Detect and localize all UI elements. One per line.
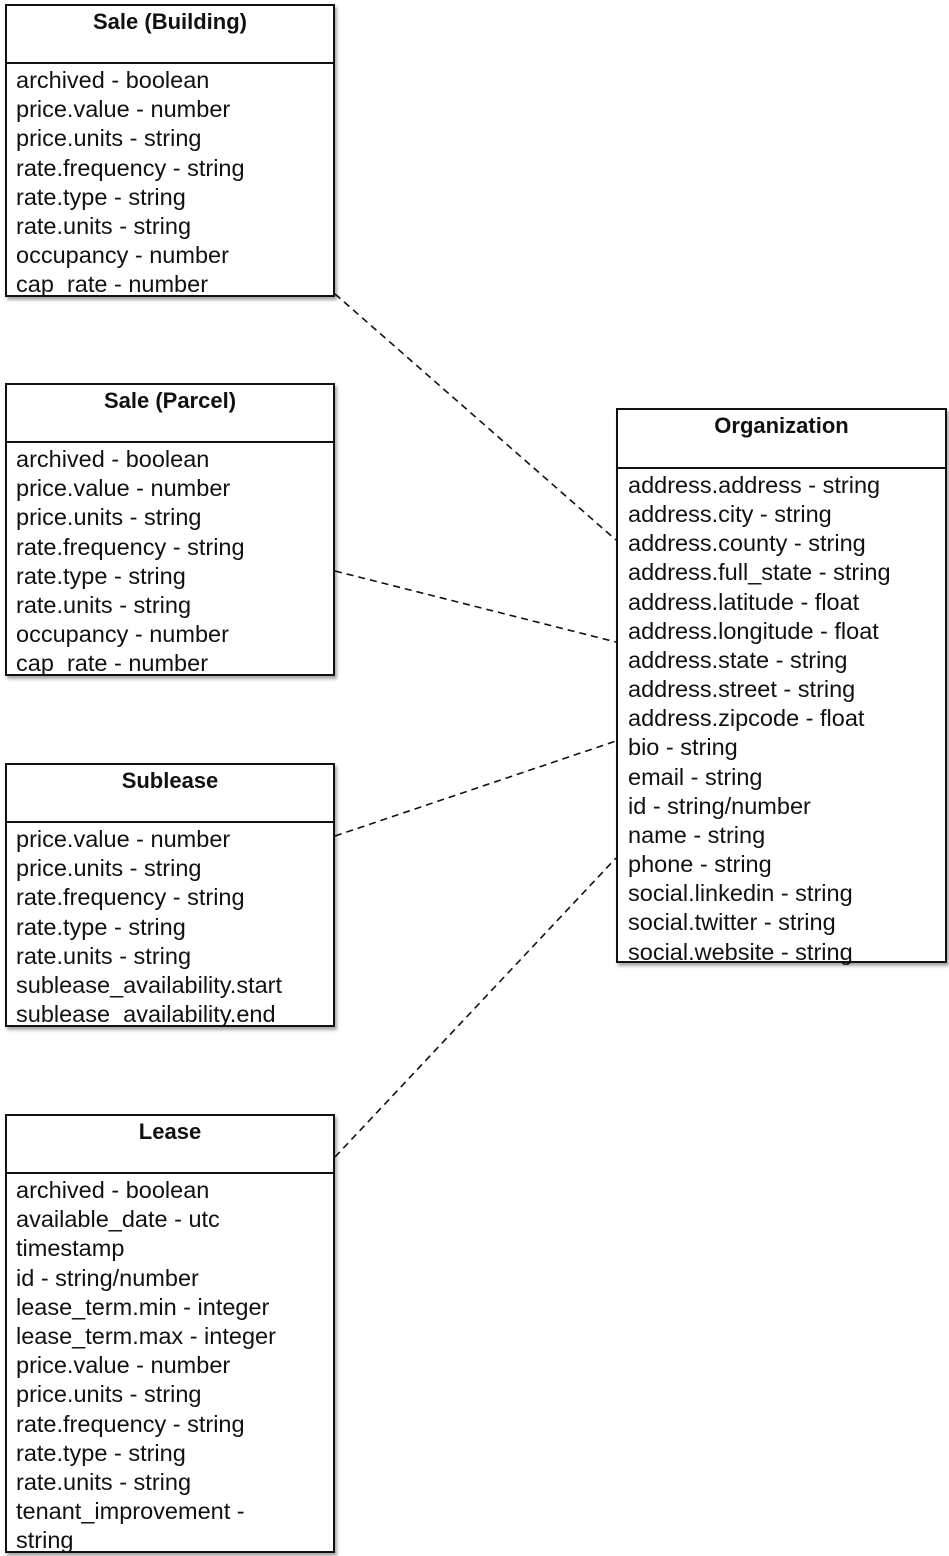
attribute-row: occupancy - number	[16, 242, 229, 269]
attribute-row: rate.units - string	[16, 942, 192, 969]
connector-lease-organization	[335, 858, 616, 1157]
attribute-row: string	[16, 1527, 74, 1554]
attribute-row: rate.units - string	[16, 1469, 192, 1496]
attribute-row: rate.type - string	[16, 913, 186, 940]
attribute-row: email - string	[628, 763, 763, 790]
attribute-row: archived - boolean	[16, 446, 210, 472]
attribute-row: social.twitter - string	[628, 909, 836, 936]
attribute-row: price.value - number	[16, 96, 231, 123]
attribute-row: social.website - string	[628, 938, 853, 965]
attribute-row: address.full_state - string	[628, 559, 891, 586]
attribute-list	[7, 64, 333, 300]
attribute-row: price.units - string	[16, 504, 202, 531]
attribute-row: rate.frequency - string	[16, 884, 245, 911]
attribute-row: rate.type - string	[16, 1439, 186, 1466]
attribute-row: rate.type - string	[16, 183, 186, 210]
attribute-list	[7, 1174, 333, 1556]
attribute-row: id - string/number	[628, 792, 811, 819]
attribute-row: address.county - string	[628, 530, 866, 557]
entity-title: Sale (Parcel)	[7, 385, 333, 443]
attribute-list	[7, 443, 333, 679]
attribute-row: rate.units - string	[16, 213, 192, 240]
attribute-row: tenant_improvement -	[16, 1498, 245, 1525]
attribute-row: available_date - utc	[16, 1206, 220, 1233]
entity-sale-building[interactable]	[5, 4, 335, 297]
attribute-row: rate.type - string	[16, 562, 186, 589]
attribute-row: cap_rate - number	[16, 650, 209, 677]
attribute-row: address.state - string	[628, 646, 848, 673]
entity-sublease[interactable]	[5, 763, 335, 1027]
attribute-row: address.latitude - float	[628, 588, 860, 615]
attribute-row: occupancy - number	[16, 621, 229, 648]
entity-title: Organization	[618, 410, 945, 469]
attribute-row: price.units - string	[16, 125, 202, 152]
connector-sale-parcel-organization	[335, 571, 616, 642]
attribute-row: address.zipcode - float	[628, 705, 865, 732]
attribute-row: address.address - string	[628, 472, 881, 498]
attribute-row: rate.units - string	[16, 592, 192, 619]
attribute-row: price.units - string	[16, 1381, 202, 1408]
entity-title: Lease	[7, 1116, 333, 1174]
attribute-row: id - string/number	[16, 1264, 199, 1291]
attribute-row: name - string	[628, 821, 766, 848]
attribute-row: archived - boolean	[16, 1177, 210, 1203]
attribute-row: phone - string	[628, 851, 772, 878]
attribute-row: timestamp	[16, 1235, 125, 1262]
attribute-list	[7, 823, 333, 1029]
attribute-row: price.value - number	[16, 1352, 231, 1379]
attribute-row: address.longitude - float	[628, 617, 879, 644]
attribute-row: bio - string	[628, 734, 738, 761]
entity-organization[interactable]	[616, 408, 947, 963]
entity-title: Sale (Building)	[7, 6, 333, 64]
attribute-row: price.units - string	[16, 855, 202, 882]
attribute-row: rate.frequency - string	[16, 533, 245, 560]
attribute-row: price.value - number	[16, 826, 231, 852]
attribute-list	[618, 469, 945, 967]
attribute-row: sublease_availability.end	[16, 1001, 276, 1028]
entity-lease[interactable]	[5, 1114, 335, 1553]
attribute-row: cap_rate - number	[16, 271, 209, 298]
connector-sale-building-organization	[335, 294, 616, 540]
attribute-row: lease_term.max - integer	[16, 1323, 276, 1350]
connector-sublease-organization	[335, 741, 616, 836]
attribute-row: address.street - string	[628, 676, 856, 703]
attribute-row: rate.frequency - string	[16, 154, 245, 181]
attribute-row: price.value - number	[16, 475, 231, 502]
attribute-row: lease_term.min - integer	[16, 1293, 270, 1320]
attribute-row: rate.frequency - string	[16, 1410, 245, 1437]
entity-title: Sublease	[7, 765, 333, 823]
attribute-row: archived - boolean	[16, 67, 210, 93]
attribute-row: sublease_availability.start	[16, 972, 283, 999]
entity-sale-parcel[interactable]	[5, 383, 335, 676]
attribute-row: address.city - string	[628, 501, 832, 528]
attribute-row: social.linkedin - string	[628, 880, 853, 907]
